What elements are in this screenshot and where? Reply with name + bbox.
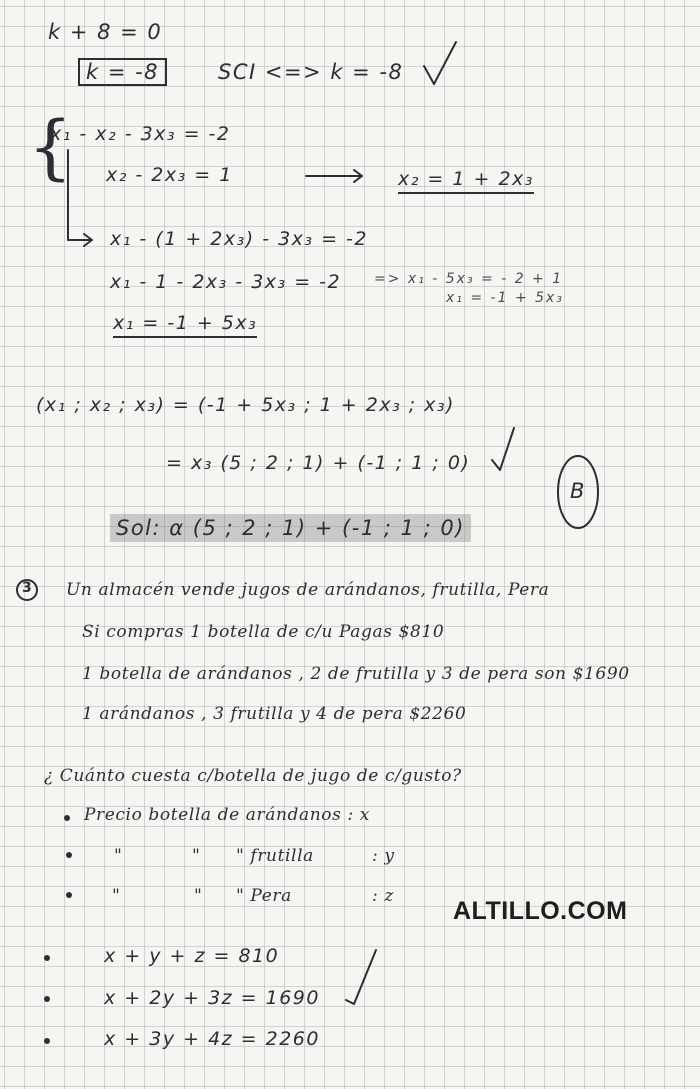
side-calculation: => x₁ - 5x₃ = - 2 + 1 [374,271,564,287]
final-solution: Sol: α (5 ; 2 ; 1) + (-1 ; 1 ; 0) [110,514,471,542]
ditto-mark: " [114,846,123,866]
ditto-mark: " [194,886,203,906]
variable-y-symbol: : y [372,846,395,866]
problem-line-2: Si compras 1 botella de c/u Pagas $810 [82,622,445,642]
substitution-line: x₁ - (1 + 2x₃) - 3x₃ = -2 [110,228,368,250]
system-equation-2: x₂ - 2x₃ = 1 [106,164,233,186]
grade-letter: B [570,479,586,503]
problem-number-circle-icon [17,580,37,600]
system-equation-a: x + y + z = 810 [104,945,280,967]
problem-line-3: 1 botella de arándanos , 2 de frutilla y 3 de pera son $1690 [82,664,630,684]
variable-y-name: " frutilla [236,846,314,866]
parametric-form: = x₃ (5 ; 2 ; 1) + (-1 ; 1 ; 0) [166,452,471,474]
side-calculation-result: x₁ = -1 + 5x₃ [446,290,564,306]
variable-x-definition: Precio botella de arándanos : x [84,805,370,825]
system-equation-1: x₁ - x₂ - 3x₃ = -2 [50,123,231,145]
right-arrow-icon [306,170,362,182]
x1-result: x₁ = -1 + 5x₃ [113,312,257,338]
grade-circle-icon [558,456,598,528]
system-equation-c: x + 3y + 4z = 2260 [104,1028,320,1050]
checkmark-icon [492,428,514,470]
variable-z-symbol: : z [372,886,394,906]
problem-line-4: 1 arándanos , 3 frutilla y 4 de pera $2260 [82,704,467,724]
problem-number: 3 [22,580,34,596]
watermark-logo: ALTILLO.COM [453,897,628,925]
variable-z-name: " Pera [236,886,292,906]
problem-line-1: Un almacén vende jugos de arándanos, frutilla, Pera [66,580,550,600]
simplification-line: x₁ - 1 - 2x₃ - 3x₃ = -2 [110,271,342,293]
problem-question: ¿ Cuánto cuesta c/botella de jugo de c/gusto? [44,766,462,786]
substitution-arrow-icon [68,150,92,246]
ditto-mark: " [112,886,121,906]
equation-k-line: k + 8 = 0 [48,20,163,44]
ditto-mark: " [192,846,201,866]
checkmark-icon [346,950,376,1004]
sci-condition: SCI <=> k = -8 [218,60,404,84]
system-equation-b: x + 2y + 3z = 1690 [104,987,320,1009]
solution-vector: (x₁ ; x₂ ; x₃) = (-1 + 5x₃ ; 1 + 2x₃ ; x₃) [36,394,455,416]
boxed-k-result: k = -8 [78,58,167,86]
x2-result: x₂ = 1 + 2x₃ [398,168,534,194]
checkmark-icon [424,42,456,84]
system-brace: { [28,106,73,188]
